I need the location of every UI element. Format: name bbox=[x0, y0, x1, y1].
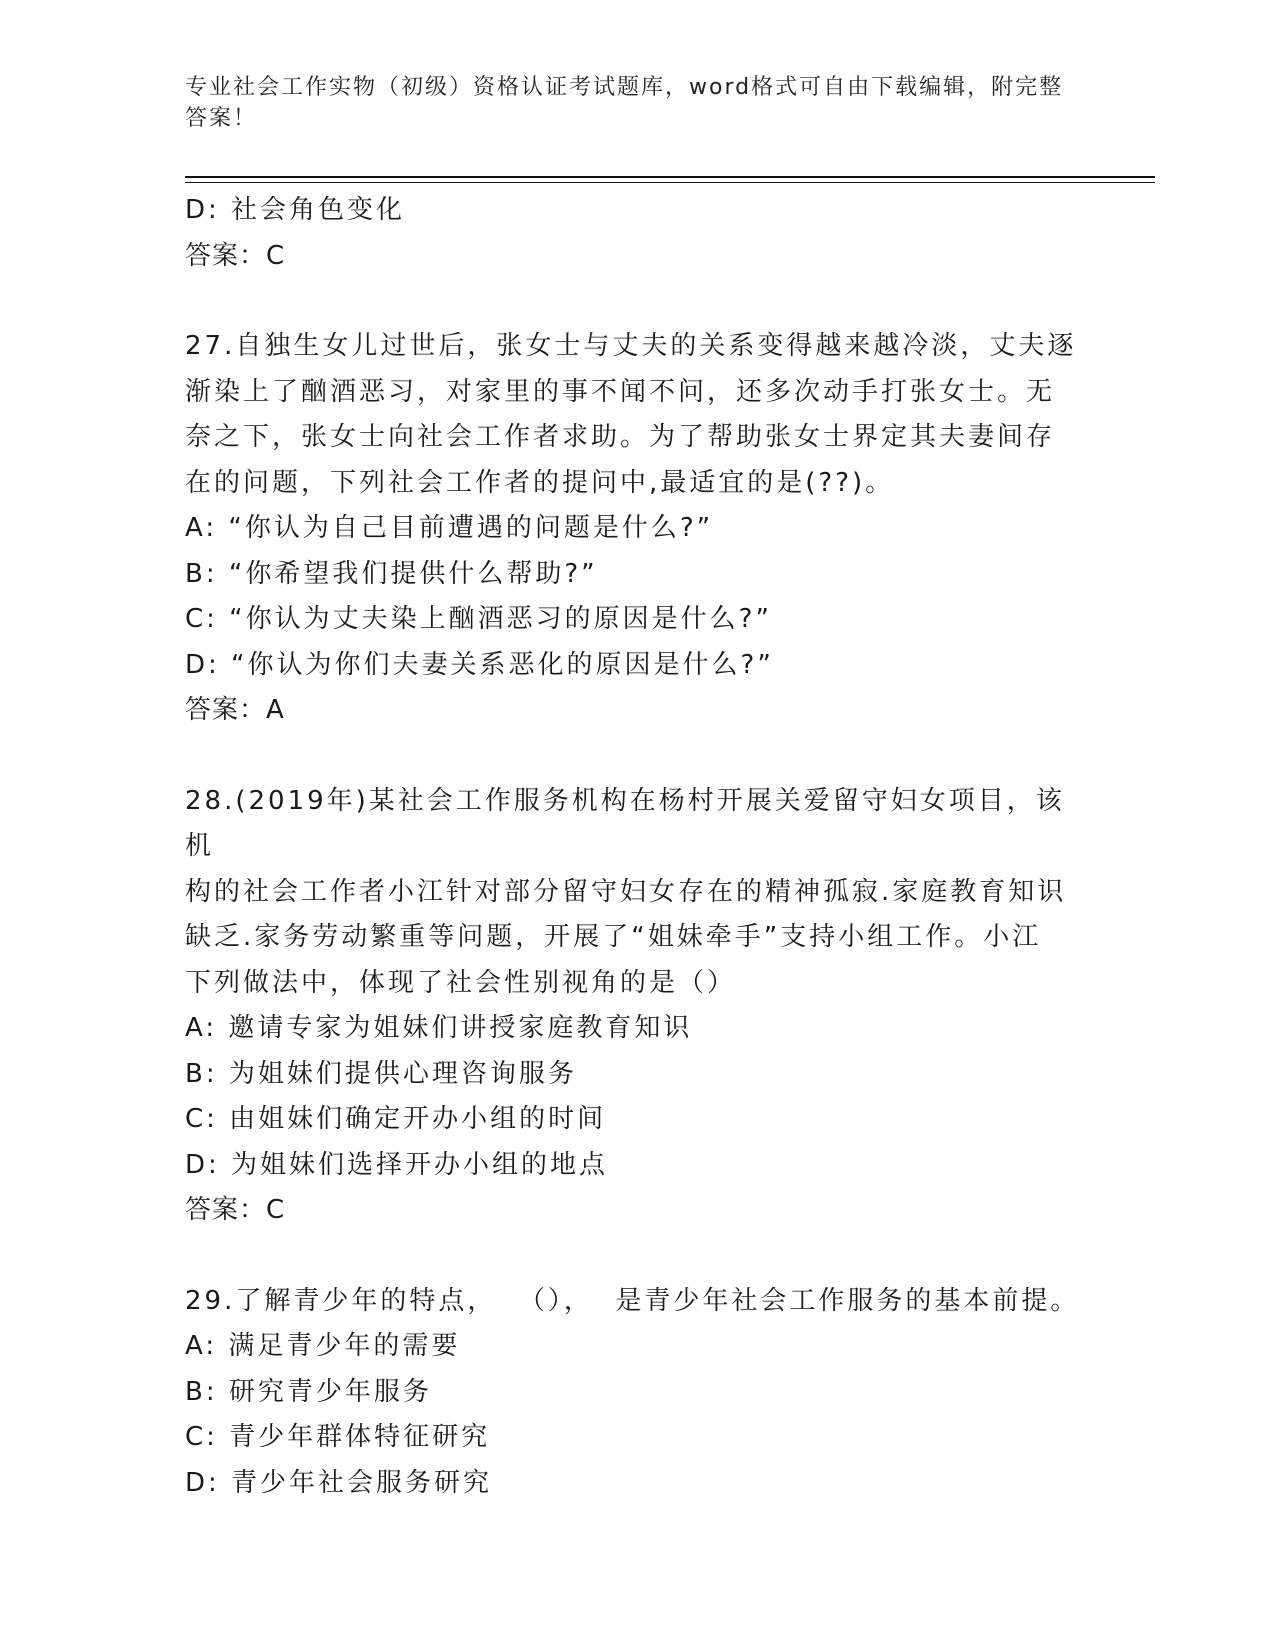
answer-line: 答案：A bbox=[185, 695, 285, 725]
question-text-line: 下列做法中，体现了社会性别视角的是（） bbox=[185, 967, 737, 998]
question-28 bbox=[185, 779, 1085, 1234]
question-text-line: 缺乏.家务劳动繁重等问题，开展了“姐妹牵手”支持小组工作。小江 bbox=[185, 922, 1042, 952]
option-b: B: 为姐妹们提供心理咨询服务 bbox=[185, 1058, 577, 1089]
answer-line: 答案：C bbox=[185, 240, 286, 271]
answer-line: 答案：C bbox=[185, 1195, 286, 1225]
question-29 bbox=[185, 1279, 1085, 1507]
option-d: D: 青少年社会服务研究 bbox=[185, 1467, 493, 1498]
question-text-line: 奈之下，张女士向社会工作者求助。为了帮助张女士界定其夫妻间存 bbox=[185, 422, 1056, 452]
document-body bbox=[185, 188, 1085, 1506]
question-text-line: 构的社会工作者小江针对部分留守妇女存在的精神孤寂.家庭教育知识 bbox=[185, 876, 1067, 907]
question-27 bbox=[185, 324, 1085, 734]
option-d: D: 社会角色变化 bbox=[185, 195, 406, 225]
previous-question bbox=[185, 188, 1085, 279]
header-rule-thick bbox=[185, 176, 1155, 178]
question-text-line: 在的问题，下列社会工作者的提问中,最适宜的是(??)。 bbox=[185, 467, 895, 498]
option-b: B: “你希望我们提供什么帮助?” bbox=[185, 558, 598, 589]
question-text-line: 29.了解青少年的特点， （）， 是青少年社会工作服务的基本前提。 bbox=[185, 1285, 1080, 1316]
spacer bbox=[185, 279, 1085, 324]
option-c: C: 由姐妹们确定开办小组的时间 bbox=[185, 1104, 607, 1134]
document-header: 专业社会工作实物（初级）资格认证考试题库，word格式可自由下载编辑，附完整答案！ bbox=[185, 75, 1064, 131]
spacer bbox=[185, 1234, 1085, 1279]
option-a: A: “你认为自己目前遭遇的问题是什么?” bbox=[185, 513, 714, 543]
question-text-line: 渐染上了酗酒恶习，对家里的事不闻不问，还多次动手打张女士。无 bbox=[185, 376, 1056, 407]
option-d: D: 为姐妹们选择开办小组的地点 bbox=[185, 1149, 609, 1180]
option-a: A: 邀请专家为姐妹们讲授家庭教育知识 bbox=[185, 1013, 693, 1043]
option-d: D: “你认为你们夫妻关系恶化的原因是什么?” bbox=[185, 649, 774, 680]
option-c: C: “你认为丈夫染上酗酒恶习的原因是什么?” bbox=[185, 604, 772, 634]
question-text-line: 27.自独生女儿过世后，张女士与丈夫的关系变得越来越冷淡，丈夫逐 bbox=[185, 331, 1077, 361]
option-a: A: 满足青少年的需要 bbox=[185, 1331, 461, 1361]
spacer bbox=[185, 734, 1085, 779]
question-text-line: 28.(2019年)某社会工作服务机构在杨村开展关爱留守妇女项目，该机 bbox=[185, 785, 1065, 861]
option-b: B: 研究青少年服务 bbox=[185, 1376, 432, 1407]
option-c: C: 青少年群体特征研究 bbox=[185, 1422, 491, 1452]
header-rule-thin bbox=[185, 182, 1155, 183]
